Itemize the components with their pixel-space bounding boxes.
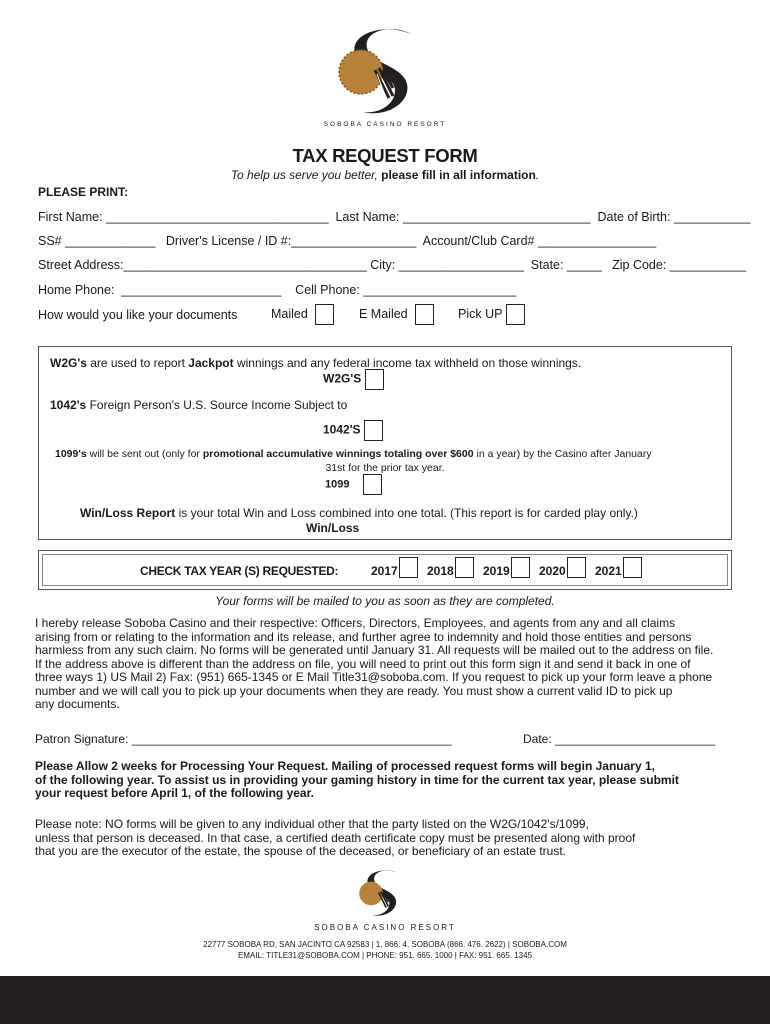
footer-bar bbox=[0, 976, 770, 1024]
tax-year-label-item: 2021 bbox=[595, 564, 622, 578]
release-line: three ways 1) US Mail 2) Fax: (951) 665-1345 or E Mail Title31@soboba.com. If you request to pick up your form leave a phone bbox=[35, 670, 713, 684]
tax-year-label: CHECK TAX YEAR (S) REQUESTED: bbox=[140, 564, 339, 578]
footer-address: 22777 SOBOBA RD, SAN JACINTO CA 92583 | 1. 866. 4. SOBOBA (866. 476. 2622) | SOBOBA.COM bbox=[203, 940, 567, 949]
deceased-note bbox=[35, 818, 735, 859]
tax-year-checkbox[interactable] bbox=[455, 557, 474, 578]
page-title: TAX REQUEST FORM bbox=[292, 145, 478, 166]
winloss-description: Win/Loss Report is your total Win and Loss combined into one total. (This report is for carded play only.) bbox=[80, 506, 638, 520]
f1042-description: 1042's Foreign Person's U.S. Source Income Subject to bbox=[50, 398, 348, 412]
tax-year-label-item: 2017 bbox=[371, 564, 398, 578]
address-row[interactable]: Street Address:___________________________________ City: __________________ State: _____ Zip Code: ___________ bbox=[38, 258, 747, 272]
tax-year-option bbox=[371, 557, 427, 578]
release-paragraph bbox=[35, 617, 735, 712]
mailed-note: Your forms will be mailed to you as soon as they are completed. bbox=[215, 594, 555, 608]
f1042-checkbox[interactable] bbox=[364, 420, 383, 441]
tax-year-option bbox=[595, 557, 651, 578]
pickup-label: Pick UP bbox=[458, 306, 503, 321]
soboba-logo-footer bbox=[356, 868, 412, 920]
footer-contact: EMAIL: TITLE31@SOBOBA.COM | PHONE: 951. 665. 1000 | FAX: 951. 665. 1345 bbox=[237, 951, 533, 960]
winloss-label: Win/Loss bbox=[306, 521, 360, 535]
tax-year-label-item: 2018 bbox=[427, 564, 454, 578]
patron-signature-field[interactable]: Patron Signature: ________________________________________________ bbox=[35, 732, 453, 746]
release-line: any documents. bbox=[35, 697, 120, 711]
w2g-option: W2G'S bbox=[323, 369, 384, 390]
release-line: I hereby release Soboba Casino and their respective: Officers, Directors, Employees, and agents from any and all claims bbox=[35, 616, 676, 630]
tax-year-option bbox=[427, 557, 483, 578]
delivery-mailed bbox=[271, 304, 334, 325]
tax-year-option bbox=[539, 557, 595, 578]
f1099-description-line2: 31st for the prior tax year. bbox=[325, 462, 445, 474]
subtitle: To help us serve you better, please fill in all information. bbox=[230, 168, 540, 182]
date-field[interactable]: Date: ________________________ bbox=[523, 732, 716, 746]
note-line: Please note: NO forms will be given to any individual other that the party listed on the W2G/1042's/1099, bbox=[35, 817, 589, 831]
name-row[interactable]: First Name: ________________________________ Last Name: ___________________________ Date of Birth: ___________ bbox=[38, 210, 751, 224]
tax-year-checkbox[interactable] bbox=[399, 557, 418, 578]
delivery-emailed bbox=[359, 304, 434, 325]
release-line: arising from or relating to the information and its release, and further agree to indemnity and hold those entities and persons bbox=[35, 629, 692, 644]
f1099-checkbox[interactable] bbox=[363, 474, 382, 495]
delivery-pickup bbox=[458, 304, 525, 325]
tax-year-checkbox[interactable] bbox=[511, 557, 530, 578]
mailed-label: Mailed bbox=[271, 306, 308, 321]
note-line: that you are the executor of the estate, the spouse of the deceased, or beneficiary of an estate trust. bbox=[35, 844, 566, 858]
tax-year-options bbox=[371, 557, 651, 578]
emailed-checkbox[interactable] bbox=[415, 304, 434, 325]
w2g-checkbox[interactable] bbox=[365, 369, 384, 390]
tax-year-checkbox[interactable] bbox=[567, 557, 586, 578]
soboba-logo bbox=[333, 26, 437, 120]
footer-brand: SOBOBA CASINO RESORT bbox=[314, 923, 456, 932]
tax-year-label-item: 2019 bbox=[483, 564, 510, 578]
delivery-label: How would you like your documents bbox=[38, 308, 238, 322]
release-line: If the address above is different than the address on file, you will need to print out this form sign it and send it back in one of bbox=[35, 656, 691, 671]
brand-name: SOBOBA CASINO RESORT bbox=[323, 121, 447, 128]
phone-row[interactable]: Home Phone: _______________________ Cell Phone: ______________________ bbox=[38, 283, 517, 297]
tax-year-checkbox[interactable] bbox=[623, 557, 642, 578]
f1042-option: 1042'S bbox=[323, 420, 383, 441]
processing-notice bbox=[35, 760, 735, 801]
please-print-label: PLEASE PRINT: bbox=[38, 185, 129, 199]
processing-line: Please Allow 2 weeks for Processing Your Request. Mailing of processed request forms will begin January 1, bbox=[35, 759, 655, 773]
f1099-description: 1099's will be sent out (only for promotional accumulative winnings totaling over $600 in a year) by the Casino after January bbox=[55, 448, 652, 460]
id-row[interactable]: SS# _____________ Driver's License / ID #:__________________ Account/Club Card# _________________ bbox=[38, 234, 657, 248]
f1099-option: 1099 bbox=[325, 474, 382, 495]
note-line: unless that person is deceased. In that case, a certified death certificate copy must be presented along with proof bbox=[35, 830, 636, 845]
w2g-description: W2G's are used to report Jackpot winnings and any federal income tax withheld on those winnings. bbox=[50, 356, 582, 370]
tax-year-option bbox=[483, 557, 539, 578]
tax-year-label-item: 2020 bbox=[539, 564, 566, 578]
pickup-checkbox[interactable] bbox=[506, 304, 525, 325]
processing-line: of the following year. To assist us in providing your gaming history in time for the current tax year, please submit bbox=[35, 772, 679, 787]
mailed-checkbox[interactable] bbox=[315, 304, 334, 325]
release-line: harmless from any such claim. No forms will be generated until January 31. All requests will be mailed out to the address on file. bbox=[35, 643, 714, 657]
emailed-label: E Mailed bbox=[359, 306, 408, 321]
release-line: number and we will call you to pick up your documents when they are ready. You must show a current valid ID to pick up bbox=[35, 683, 673, 698]
processing-line: your request before April 1, of the following year. bbox=[35, 786, 314, 800]
